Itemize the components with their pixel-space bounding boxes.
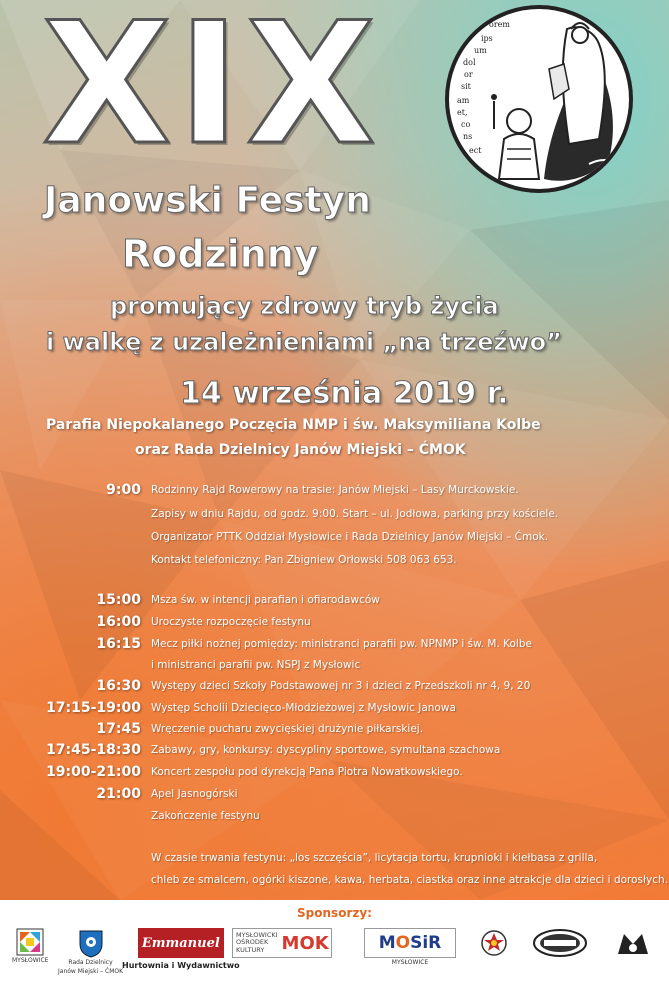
festival-subtitle-line1: promujący zdrowy tryb życia [110, 292, 499, 320]
mok-line3: KULTURY [236, 945, 265, 954]
schedule-desc: chleb ze smalcem, ogórki kiszone, kawa, herbata, ciastka oraz inne atrakcje dla dzieci i dorosłych. [151, 874, 668, 886]
mosir-letters-sir: SiR [410, 933, 442, 953]
festival-numeral: XIX [42, 0, 382, 182]
emmanuel-logo [122, 928, 240, 970]
logo-letter: am [457, 96, 470, 105]
schedule-time: 17:45 [96, 721, 141, 737]
sponsor-bar [0, 900, 669, 1000]
logo-letter: et, [457, 108, 468, 117]
schedule-row [0, 872, 669, 894]
schedule-row [0, 786, 669, 808]
schedule-desc: Organizator PTTK Oddział Mysłowice i Rada Dzielnicy Janów Miejski – Ćmok. [151, 531, 549, 543]
schedule-row [0, 808, 669, 830]
sponsor-logo-oval [532, 928, 588, 958]
sponsor-logo-crest [612, 928, 654, 960]
organizers-line1: Parafia Niepokalanego Poczęcia NMP i św. Maksymiliana Kolbe [46, 417, 541, 433]
schedule-desc: Mecz piłki nożnej pomiędzy: ministranci parafii pw. NPNMP i św. M. Kolbe [151, 638, 532, 650]
crest-emblem-icon [612, 928, 654, 960]
schedule-desc: Zapisy w dniu Rajdu, od godz. 9:00. Start – ul. Jodłowa, parking przy kościele. [151, 508, 559, 520]
schedule-row [0, 850, 669, 872]
festival-date: 14 września 2019 r. [180, 376, 509, 411]
logo-letter: ns [463, 132, 473, 141]
logo-letter: dol [463, 58, 476, 67]
logo-letter: ips [481, 34, 493, 43]
emmanuel-name: Emmanuel [138, 928, 224, 958]
festival-subtitle-line2: i walkę z uzależnieniami „na trzeźwo” [46, 328, 562, 356]
schedule-row [0, 721, 669, 743]
logo-letter: orem [489, 20, 510, 29]
schedule-time: 19:00-21:00 [46, 764, 141, 780]
schedule-desc: Msza św. w intencji parafian i ofiarodawców [151, 594, 380, 606]
schedule-time: 15:00 [96, 592, 141, 608]
schedule-row [0, 678, 669, 700]
schedule-row [0, 592, 669, 614]
schedule-desc: Występ Scholii Dziecięco-Młodzieżowej z Mysłowic Janowa [151, 702, 456, 714]
schedule-desc: i ministranci parafii pw. NSPJ z Mysłowic [151, 659, 361, 671]
festival-title-line1: Janowski Festyn [44, 180, 371, 221]
organizers-line2: oraz Rada Dzielnicy Janów Miejski – ĆMOK [135, 442, 466, 458]
emmanuel-caption: Hurtownia i Wydawnictwo [122, 961, 240, 970]
myslowice-logo [12, 928, 48, 965]
myslowice-emblem-icon [16, 928, 44, 956]
schedule-row [0, 636, 669, 658]
schedule-row [0, 529, 669, 551]
schedule-desc: Występy dzieci Szkoły Podstawowej nr 3 i dzieci z Przedszkoli nr 4, 9, 20 [151, 680, 531, 692]
mosir-letter-m: M [378, 933, 396, 953]
mok-logo [232, 928, 332, 958]
schedule-time: 16:00 [96, 614, 141, 630]
logo-letter: um [474, 46, 487, 55]
rada-dzielnicy-logo [58, 928, 123, 975]
schedule-row [0, 482, 669, 504]
schedule-row [0, 700, 669, 722]
sponsors-title: Sponsorzy: [297, 906, 372, 920]
mok-line2: OŚRODEK [236, 938, 269, 947]
schedule-desc: W czasie trwania festynu: „los szczęścia”, licytacja tortu, krupnioki i kiełbasa z grilla, [151, 852, 598, 864]
schedule-row [0, 764, 669, 786]
logo-letter: sit [461, 82, 471, 91]
schedule-desc: Wręczenie pucharu zwycięskiej drużynie piłkarskiej. [151, 723, 424, 735]
logo-letter: or [464, 70, 473, 79]
schedule-desc: Uroczyste rozpoczęcie festynu [151, 616, 311, 628]
schedule-desc: Koncert zespołu pod dyrekcją Pana Piotra Nowatkowskiego. [151, 766, 463, 778]
schedule-row [0, 614, 669, 636]
schedule-time: 21:00 [96, 786, 141, 802]
schedule-time: 9:00 [106, 482, 141, 498]
schedule-desc: Rodzinny Rajd Rowerowy na trasie: Janów Miejski – Lasy Murckowskie. [151, 484, 519, 496]
schedule-desc: Zakończenie festynu [151, 810, 260, 822]
coat-of-arms-icon [76, 928, 106, 958]
mok-wordmark: MOK [281, 932, 329, 954]
schedule-row [0, 552, 669, 574]
schedule-time: 17:15-19:00 [46, 700, 141, 716]
schedule-row [0, 657, 669, 679]
mosir-letter-o: O [395, 933, 411, 953]
schedule-row [0, 742, 669, 764]
schedule-time: 16:15 [96, 636, 141, 652]
schedule-desc: Kontakt telefoniczny: Pan Zbigniew Orłowski 508 063 653. [151, 554, 457, 566]
mosir-logo [364, 928, 456, 967]
schedule-time: 17:45-18:30 [46, 742, 141, 758]
parish-logo [445, 5, 633, 193]
myslowice-caption: MYSŁOWICE [12, 957, 49, 964]
mosir-caption: MYSŁOWICE [391, 959, 429, 966]
logo-letter: ect [469, 146, 482, 155]
mok-line1: MYSŁOWICKI [236, 930, 278, 939]
rada-caption-1: Rada Dzielnicy [68, 959, 113, 966]
schedule-desc: Zabawy, gry, konkursy: dyscypliny sportowe, symultana szachowa [151, 744, 501, 756]
logo-letter: co [461, 120, 471, 129]
festival-title-line2: Rodzinny [122, 232, 319, 276]
rada-caption-2: Janów Miejski – ĆMOK [58, 967, 124, 975]
fire-brigade-emblem-icon [480, 928, 508, 958]
schedule-row [0, 506, 669, 528]
schedule-time: 16:30 [96, 678, 141, 694]
fire-brigade-logo [480, 928, 508, 958]
schedule-desc: Apel Jasnogórski [151, 788, 238, 800]
oval-emblem-icon [532, 928, 588, 958]
